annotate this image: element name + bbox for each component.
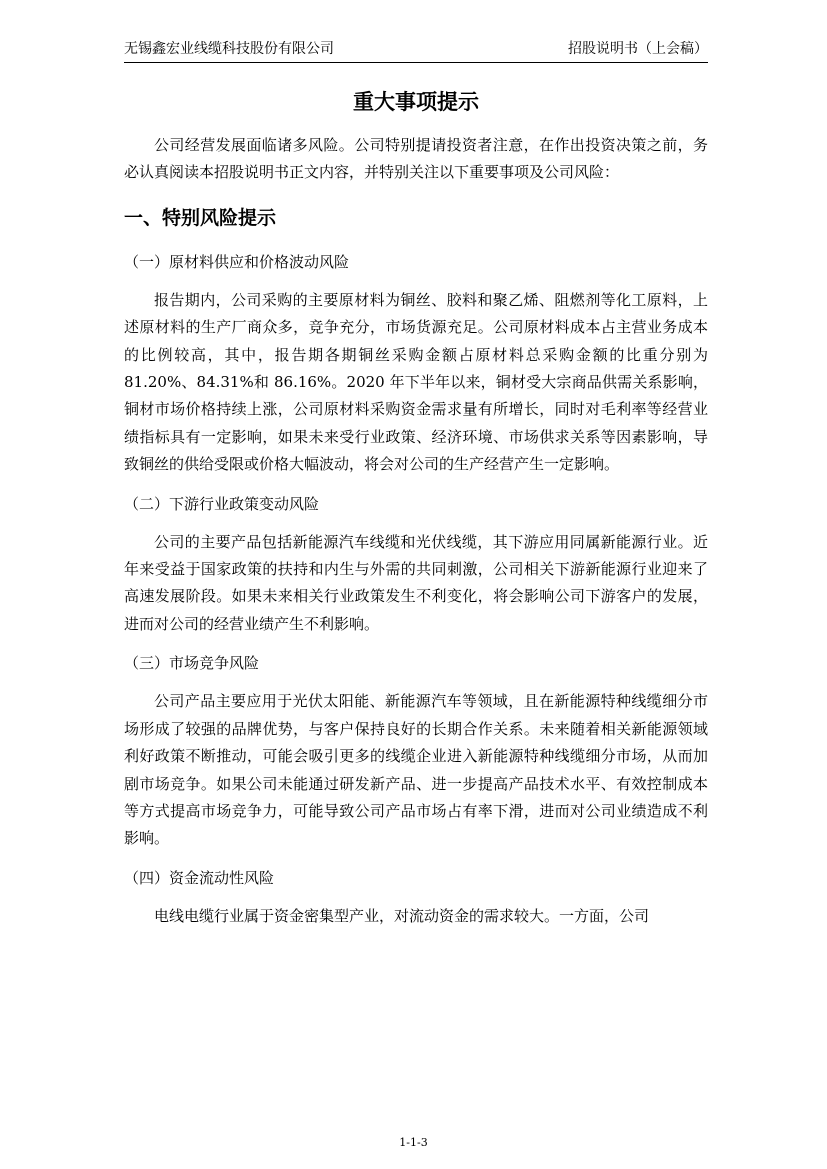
subsection-heading-liquidity-risk: （四）资金流动性风险 (124, 868, 275, 887)
page-header (124, 38, 708, 63)
paragraph-competition-risk: 公司产品主要应用于光伏太阳能、新能源汽车等领域，且在新能源特种线缆细分市场形成了较强的品牌优势，与客户保持良好的长期合作关系。未来随着相关新能源领域利好政策不断推动，可能会吸引更多的线缆企业进入新能源特种线缆细分市场，从而加剧市场竞争。如果公司未能通过研发新产品、进一步提高产品技术水平、有效控制成本等方式提高市场竞争力，可能导致公司产品市场占有率下滑，进而对公司业绩造成不利影响。 (124, 692, 708, 848)
paragraph-policy-risk: 公司的主要产品包括新能源汽车线缆和光伏线缆，其下游应用同属新能源行业。近年来受益于国家政策的扶持和内生与外需的共同刺激，公司相关下游新能源行业迎来了高速发展阶段。如果未来相关行业政策发生不利变化，将会影响公司下游客户的发展，进而对公司的经营业绩产生不利影响。 (124, 532, 708, 633)
paragraph-liquidity-risk: 电线电缆行业属于资金密集型产业，对流动资金的需求较大。一方面，公司 (154, 906, 650, 925)
paragraph-raw-material-risk: 报告期内，公司采购的主要原材料为铜丝、胶料和聚乙烯、阻燃剂等化工原料，上述原材料的生产厂商众多，竞争充分，市场货源充足。公司原材料成本占主营业务成本的比例较高，其中，报告期各期铜丝采购金额占原材料总采购金额的比重分别为 81.20%、84.31%和 86.16%。2020 年下半年以来，铜材受大宗商品供需关系影响，铜材市场价格持续上涨，公司原材料采购资金需求量有所增长，同时对毛利率等经营业绩指标具有一定影响，如果未来受行业政策、经济环境、市场供求关系等因素影响，导致铜丝的供给受限或价格大幅波动，将会对公司的生产经营产生一定影响。 (124, 290, 708, 474)
subsection-heading-raw-material-risk: （一）原材料供应和价格波动风险 (124, 252, 350, 271)
page-number: 1-1-3 (399, 1136, 428, 1149)
page-content (124, 82, 708, 930)
intro-paragraph: 公司经营发展面临诸多风险。公司特别提请投资者注意，在作出投资决策之前，务必认真阅读本招股说明书正文内容，并特别关注以下重要事项及公司风险： (124, 136, 708, 182)
subsection-heading-competition-risk: （三）市场竞争风险 (124, 654, 260, 673)
section-heading-special-risks: 一、特别风险提示 (124, 206, 277, 229)
header-company-name: 无锡鑫宏业线缆科技股份有限公司 (124, 41, 334, 57)
subsection-heading-policy-risk: （二）下游行业政策变动风险 (124, 494, 320, 513)
page-title: 重大事项提示 (353, 89, 479, 114)
header-document-type: 招股说明书（上会稿） (568, 41, 708, 57)
